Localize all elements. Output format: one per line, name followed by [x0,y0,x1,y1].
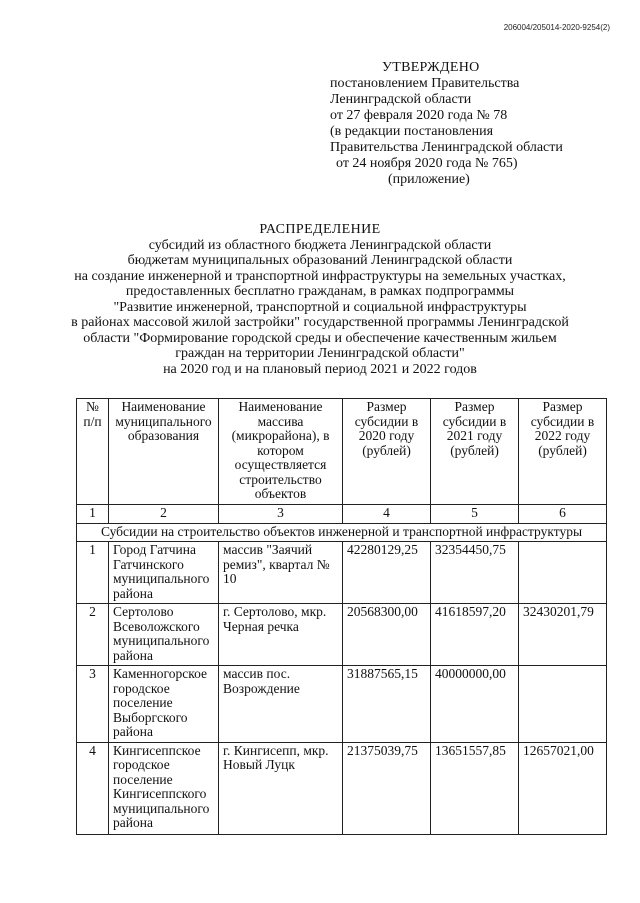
header-2021: Размер субсидии в 2021 году (рублей) [431,399,519,505]
massiv-cell: массив пос. Возрождение [219,666,343,743]
column-index: 5 [431,505,519,524]
value-2021: 40000000,00 [431,666,519,743]
massiv-cell: массив "Заячий ремиз", квартал № 10 [219,542,343,604]
title-line: "Развитие инженерной, транспортной и социальной инфраструктуры [113,299,527,315]
document-title [0,222,640,377]
title-line: граждан на территории Ленинградской области" [175,346,465,361]
value-2022: 32430201,79 [519,604,607,666]
header-2022: Размер субсидии в 2022 году (рублей) [519,399,607,505]
section-row [77,523,607,542]
title-line: бюджетам муниципальных образований Ленинградской области [127,253,513,268]
approval-block [330,60,563,188]
municipality-cell: Город Гатчина Гатчинского муниципального района [109,542,219,604]
row-number: 3 [77,666,109,743]
column-index-row [77,505,607,524]
table-row [77,604,607,666]
header-municipality: Наименование муниципального образования [109,399,219,505]
column-index: 3 [219,505,343,524]
municipality-cell: Каменногорское городское поселение Выборгского района [109,666,219,743]
value-2022 [519,542,607,604]
column-index: 6 [519,505,607,524]
column-index: 1 [77,505,109,524]
row-number: 4 [77,742,109,834]
document-number: 206004/205014-2020-9254(2) [503,23,610,32]
title-line: на создание инженерной и транспортной инфраструктуры на земельных участках, [74,268,566,284]
title-line: предоставленных бесплатно гражданам, в рамках подпрограммы [125,284,515,299]
municipality-cell: Сертолово Всеволожского муниципального района [109,604,219,666]
approval-line: от 27 февраля 2020 года № 78 [330,108,508,123]
approval-line: от 24 ноября 2020 года № 765) [336,156,518,171]
value-2022 [519,666,607,743]
row-number: 1 [77,542,109,604]
approval-line: (в редакции постановления [330,124,494,139]
value-2021: 32354450,75 [431,542,519,604]
value-2020: 42280129,25 [343,542,431,604]
municipality-cell: Кингисеппское городское поселение Кингисеппского муниципального района [109,742,219,834]
column-index: 2 [109,505,219,524]
value-2021: 13651557,85 [431,742,519,834]
table-row [77,666,607,743]
title-line: субсидий из областного бюджета Ленинградской области [148,237,492,253]
value-2020: 20568300,00 [343,604,431,666]
table-row [77,542,607,604]
approval-line: Ленинградской области [330,92,472,107]
approval-line: постановлением Правительства [330,76,520,91]
table-row [77,742,607,834]
header-massiv: Наименование массива (микрорайона), в котором осуществляется строительство объектов [219,399,343,505]
title-line: в районах массовой жилой застройки" государственной программы Ленинградской [71,315,569,330]
approval-line: Правительства Ленинградской области [330,140,563,155]
row-number: 2 [77,604,109,666]
header-2020: Размер субсидии в 2020 году (рублей) [343,399,431,505]
value-2022: 12657021,00 [519,742,607,834]
massiv-cell: г. Кингисепп, мкр. Новый Луцк [219,742,343,834]
title-line: РАСПРЕДЕЛЕНИЕ [259,222,381,237]
approval-appendix: (приложение) [388,172,470,187]
title-line: области "Формирование городской среды и обеспечение качественным жильем [83,330,557,346]
approval-heading: УТВЕРЖДЕНО [382,60,480,75]
table-header-row [77,399,607,505]
header-number: № п/п [77,399,109,505]
subsidy-table [76,398,607,835]
value-2021: 41618597,20 [431,604,519,666]
value-2020: 21375039,75 [343,742,431,834]
massiv-cell: г. Сертолово, мкр. Черная речка [219,604,343,666]
title-line: на 2020 год и на плановый период 2021 и 2022 годов [163,361,477,377]
value-2020: 31887565,15 [343,666,431,743]
column-index: 4 [343,505,431,524]
section-title: Субсидии на строительство объектов инженерной и транспортной инфраструктуры [77,523,607,542]
